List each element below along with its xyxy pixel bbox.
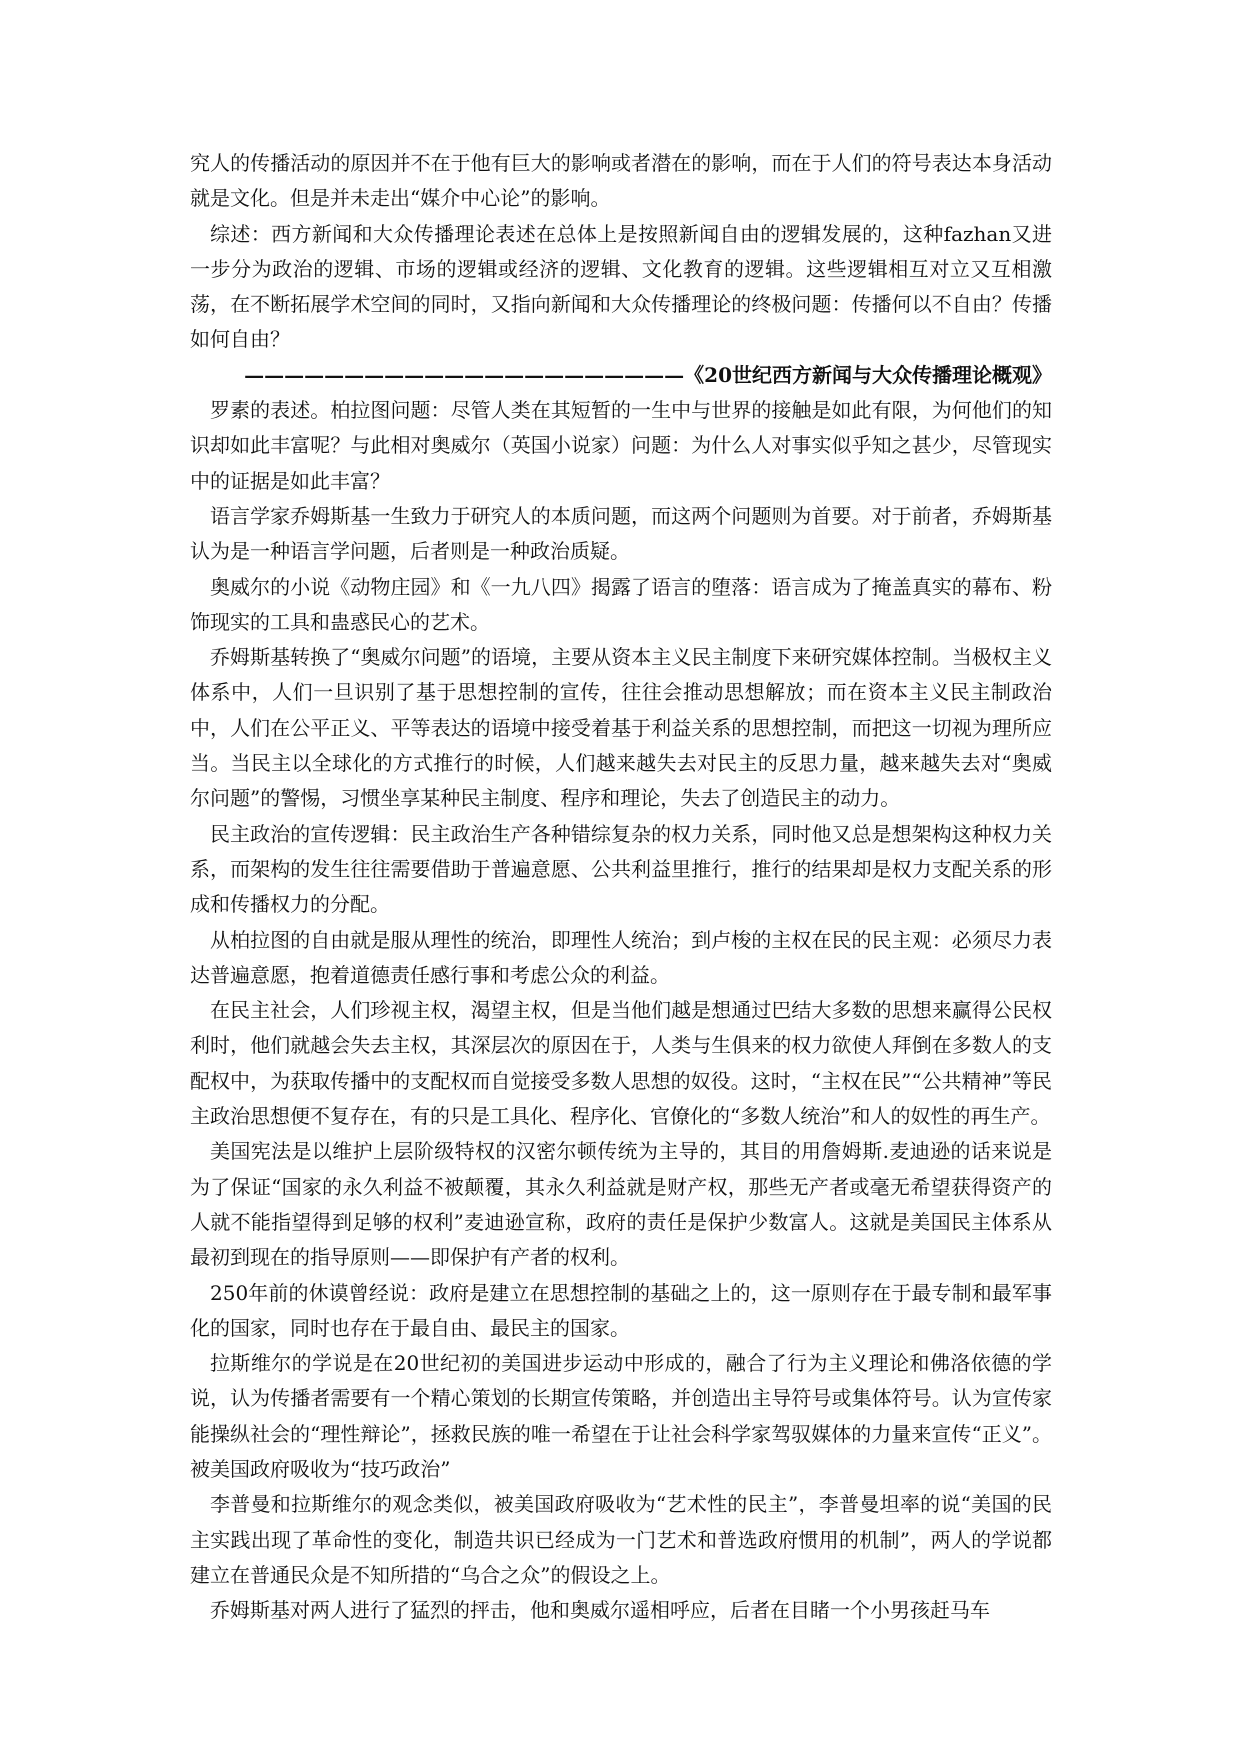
paragraph: 乔姆斯基对两人进行了猛烈的抨击，他和奥威尔遥相呼应，后者在目睹一个小男孩赶马车: [210, 1598, 990, 1623]
paragraph: 从柏拉图的自由就是服从理性的统治，即理性人统治；到卢梭的主权在民的民主观：必须尽力表达普遍意愿，抱着道德责任感行事和考虑公众的利益。: [190, 927, 1052, 987]
paragraph: 250年前的休谟曾经说：政府是建立在思想控制的基础之上的，这一原则存在于最专制和最军事化的国家，同时也存在于最自由、最民主的国家。: [190, 1280, 1052, 1340]
paragraph: 奥威尔的小说《动物庄园》和《一九八四》揭露了语言的堕落：语言成为了掩盖真实的幕布、粉饰现实的工具和蛊惑民心的艺术。: [190, 574, 1052, 634]
paragraph-summary: 综述：西方新闻和大众传播理论表述在总体上是按照新闻自由的逻辑发展的，这种fazhan又进一步分为政治的逻辑、市场的逻辑或经济的逻辑、文化教育的逻辑。这些逻辑相互对立又互相激荡，在不断拓展学术空间的同时，又指向新闻和大众传播理论的终极问题：传播何以不自由？传播如何自由？: [190, 221, 1052, 352]
source-citation: ——————————————————————《20世纪西方新闻与大众传播理论概观》: [244, 362, 1052, 387]
paragraph: 美国宪法是以维护上层阶级特权的汉密尔顿传统为主导的，其目的用詹姆斯.麦迪逊的话来说是为了保证“国家的永久利益不被颠覆，其永久利益就是财产权，那些无产者或毫无希望获得资产的人就不能指望得到足够的权利”麦迪逊宣称，政府的责任是保护少数富人。这就是美国民主体系从最初到现在的指导原则——即保护有产者的权利。: [190, 1139, 1052, 1270]
paragraph-continued: 究人的传播活动的原因并不在于他有巨大的影响或者潜在的影响，而在于人们的符号表达本身活动就是文化。但是并未走出“媒介中心论”的影响。: [190, 151, 1052, 211]
document-body: [190, 146, 1052, 1628]
paragraph: 在民主社会，人们珍视主权，渴望主权，但是当他们越是想通过巴结大多数的思想来赢得公民权利时，他们就越会失去主权，其深层次的原因在于，人类与生俱来的权力欲使人拜倒在多数人的支配权中，为获取传播中的支配权而自觉接受多数人思想的奴役。这时，“主权在民”“公共精神”等民主政治思想便不复存在，有的只是工具化、程序化、官僚化的“多数人统治”和人的奴性的再生产。: [190, 998, 1052, 1129]
paragraph: 拉斯维尔的学说是在20世纪初的美国进步运动中形成的，融合了行为主义理论和佛洛依德的学说，认为传播者需要有一个精心策划的长期宣传策略，并创造出主导符号或集体符号。认为宣传家能操纵社会的“理性辩论”，拯救民族的唯一希望在于让社会科学家驾驭媒体的力量来宣传“正义”。被美国政府吸收为“技巧政治”: [190, 1351, 1052, 1481]
paragraph: 民主政治的宣传逻辑：民主政治生产各种错综复杂的权力关系，同时他又总是想架构这种权力关系，而架构的发生往往需要借助于普遍意愿、公共利益里推行，推行的结果却是权力支配关系的形成和传播权力的分配。: [190, 821, 1052, 917]
paragraph: 李普曼和拉斯维尔的观念类似，被美国政府吸收为“艺术性的民主”，李普曼坦率的说“美国的民主实践出现了革命性的变化，制造共识已经成为一门艺术和普选政府惯用的机制”，两人的学说都建立在普通民众是不知所措的“乌合之众”的假设之上。: [190, 1492, 1052, 1587]
paragraph: 乔姆斯基转换了“奥威尔问题”的语境，主要从资本主义民主制度下来研究媒体控制。当极权主义体系中，人们一旦识别了基于思想控制的宣传，往往会推动思想解放；而在资本主义民主制政治中，人们在公平正义、平等表达的语境中接受着基于利益关系的思想控制，而把这一切视为理所应当。当民主以全球化的方式推行的时候，人们越来越失去对民主的反思力量，越来越失去对“奥威尔问题”的警惕，习惯坐享某种民主制度、程序和理论，失去了创造民主的动力。: [190, 645, 1052, 811]
paragraph: 语言学家乔姆斯基一生致力于研究人的本质问题，而这两个问题则为首要。对于前者，乔姆斯基认为是一种语言学问题，后者则是一种政治质疑。: [190, 503, 1052, 564]
paragraph: 罗素的表述。柏拉图问题：尽管人类在其短暂的一生中与世界的接触是如此有限，为何他们的知识却如此丰富呢？与此相对奥威尔（英国小说家）问题：为什么人对事实似乎知之甚少，尽管现实中的证据是如此丰富？: [190, 398, 1052, 493]
